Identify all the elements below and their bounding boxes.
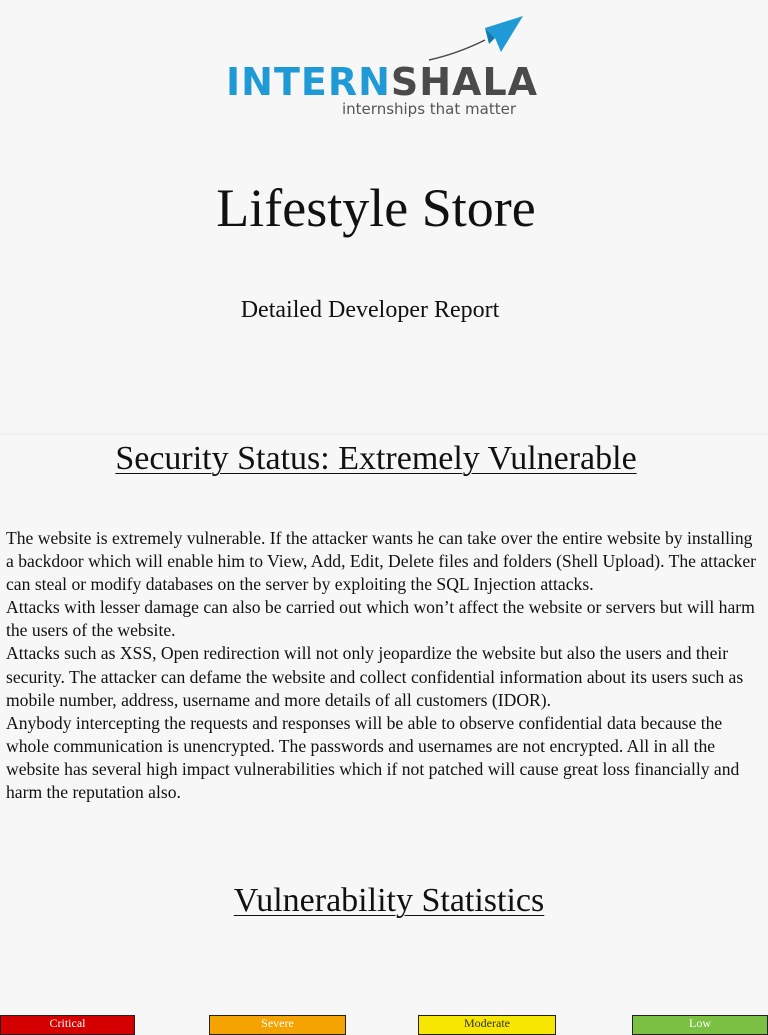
vulnerability-statistics-row bbox=[0, 1015, 768, 1035]
body-paragraph: Attacks such as XSS, Open redirection will not only jeopardize the website but also the users and their security. The attacker can defame the website and collect confidential information about its users such as mobile number, address, username and more details of all customers (IDOR). bbox=[6, 643, 744, 710]
vulnerability-statistics-heading bbox=[0, 881, 768, 921]
logo-wordmark-shala: SHALA bbox=[390, 60, 539, 104]
security-status-heading-text: Security Status: Extremely Vulnerable bbox=[115, 440, 637, 477]
stat-box-low: Low bbox=[632, 1015, 768, 1035]
security-status-body bbox=[6, 527, 764, 804]
document-title: Lifestyle Store bbox=[216, 178, 536, 238]
vulnerability-statistics-heading-text: Vulnerability Statistics bbox=[233, 882, 545, 919]
document-subtitle: Detailed Developer Report bbox=[240, 297, 500, 323]
stat-box-severe: Severe bbox=[209, 1015, 346, 1035]
body-paragraph: Attacks with lesser damage can also be carried out which won’t affect the website or servers but will harm the users of the website. bbox=[6, 597, 755, 641]
logo-tagline: internships that matter bbox=[342, 100, 516, 118]
body-paragraph: The website is extremely vulnerable. If the attacker wants he can take over the entire website by installing a backdoor which will enable him to View, Add, Edit, Delete files and folders (Shell Upload). The attacker can steal or modify databases on the server by exploiting the SQL Injection attacks. bbox=[6, 528, 757, 595]
logo-wordmark-intern: INTERN bbox=[226, 60, 391, 104]
security-status-heading bbox=[0, 439, 752, 479]
section-divider bbox=[0, 433, 768, 435]
logo-wordmark bbox=[226, 60, 538, 104]
stat-box-moderate: Moderate bbox=[418, 1015, 556, 1035]
body-paragraph: Anybody intercepting the requests and responses will be able to observe confidential data because the whole communication is unencrypted. The passwords and usernames are not encrypted. All in all the website has several high impact vulnerabilities which if not patched will cause great loss financially and harm the reputation also. bbox=[6, 712, 740, 803]
internshala-logo bbox=[222, 16, 539, 124]
paper-plane-icon bbox=[427, 16, 527, 66]
stat-box-critical: Critical bbox=[0, 1015, 135, 1035]
